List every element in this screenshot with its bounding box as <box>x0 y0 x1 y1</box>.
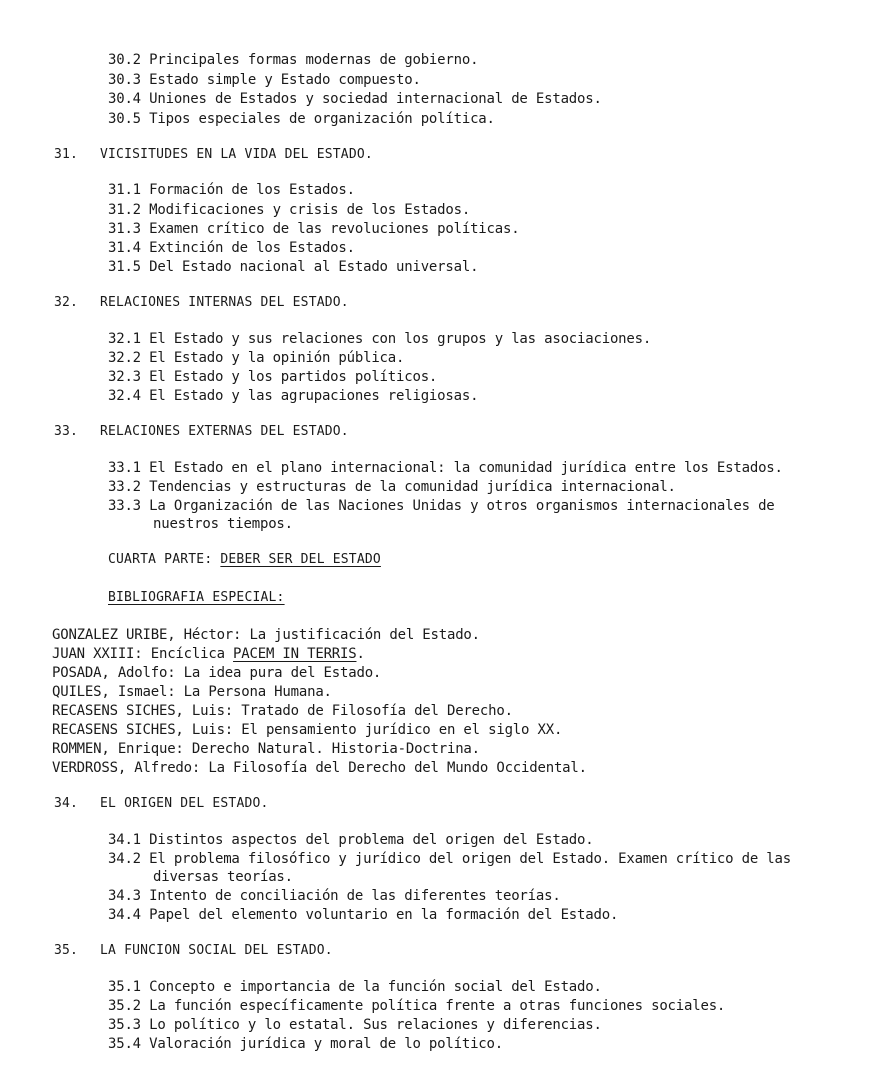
item-33-3-continuation: nuestros tiempos. <box>153 516 293 532</box>
item-32-3: 32.3 El Estado y los partidos políticos. <box>108 369 438 385</box>
bibliography-entry-end: . <box>356 646 365 662</box>
part-heading <box>108 551 381 569</box>
item-30-4: 30.4 Uniones de Estados y sociedad internacional de Estados. <box>108 91 602 107</box>
item-31-1: 31.1 Formación de los Estados. <box>108 182 355 198</box>
item-34-3: 34.3 Intento de conciliación de las diferentes teorías. <box>108 888 561 904</box>
section-34-heading <box>54 795 269 813</box>
item-30-2: 30.2 Principales formas modernas de gobierno. <box>108 52 479 68</box>
item-31-5: 31.5 Del Estado nacional al Estado universal. <box>108 259 479 275</box>
section-32-heading <box>54 294 349 312</box>
bibliography-heading: BIBLIOGRAFIA ESPECIAL: <box>108 590 285 605</box>
bibliography-entry: GONZALEZ URIBE, Héctor: La justificación del Estado. <box>52 627 480 643</box>
item-30-3: 30.3 Estado simple y Estado compuesto. <box>108 72 421 88</box>
item-34-2: 34.2 El problema filosófico y jurídico del origen del Estado. Examen crítico de las <box>108 851 791 867</box>
item-31-2: 31.2 Modificaciones y crisis de los Estados. <box>108 202 471 218</box>
item-35-4: 35.4 Valoración jurídica y moral de lo político. <box>108 1036 503 1052</box>
bibliography-entry: RECASENS SICHES, Luis: El pensamiento jurídico en el siglo XX. <box>52 722 563 738</box>
item-32-4: 32.4 El Estado y las agrupaciones religiosas. <box>108 388 479 404</box>
section-title: VICISITUDES EN LA VIDA DEL ESTADO. <box>100 147 373 162</box>
item-35-3: 35.3 Lo político y lo estatal. Sus relaciones y diferencias. <box>108 1017 602 1033</box>
section-title: RELACIONES EXTERNAS DEL ESTADO. <box>100 424 349 439</box>
section-number: 31. <box>54 147 79 162</box>
part-title: DEBER SER DEL ESTADO <box>220 552 381 567</box>
bibliography-entry: POSADA, Adolfo: La idea pura del Estado. <box>52 665 382 681</box>
encyclical-title: PACEM IN TERRIS <box>233 646 357 662</box>
section-number: 32. <box>54 295 79 310</box>
item-33-1: 33.1 El Estado en el plano internacional: la comunidad jurídica entre los Estados. <box>108 460 783 476</box>
section-33-heading <box>54 423 349 441</box>
section-title: RELACIONES INTERNAS DEL ESTADO. <box>100 295 349 310</box>
bibliography-entry <box>52 645 365 663</box>
bibliography-entry: VERDROSS, Alfredo: La Filosofía del Derecho del Mundo Occidental. <box>52 760 587 776</box>
section-number: 34. <box>54 796 79 811</box>
section-31-heading <box>54 146 373 164</box>
bibliography-entry-prefix: JUAN XXIII: Encíclica <box>52 646 234 662</box>
item-30-5: 30.5 Tipos especiales de organización política. <box>108 111 495 127</box>
section-title: EL ORIGEN DEL ESTADO. <box>100 796 269 811</box>
part-prefix: CUARTA PARTE: <box>108 552 221 567</box>
section-number: 33. <box>54 424 79 439</box>
item-34-2-continuation: diversas teorías. <box>153 869 293 885</box>
bibliography-entry: RECASENS SICHES, Luis: Tratado de Filosofía del Derecho. <box>52 703 513 719</box>
bibliography-entry: QUILES, Ismael: La Persona Humana. <box>52 684 332 700</box>
item-33-2: 33.2 Tendencias y estructuras de la comunidad jurídica internacional. <box>108 479 676 495</box>
item-34-1: 34.1 Distintos aspectos del problema del origen del Estado. <box>108 832 594 848</box>
section-title: LA FUNCION SOCIAL DEL ESTADO. <box>100 943 333 958</box>
item-32-1: 32.1 El Estado y sus relaciones con los grupos y las asociaciones. <box>108 331 652 347</box>
item-31-3: 31.3 Examen crítico de las revoluciones políticas. <box>108 221 520 237</box>
item-35-1: 35.1 Concepto e importancia de la función social del Estado. <box>108 979 602 995</box>
item-33-3: 33.3 La Organización de las Naciones Unidas y otros organismos internacionales de <box>108 498 775 514</box>
item-31-4: 31.4 Extinción de los Estados. <box>108 240 355 256</box>
item-34-4: 34.4 Papel del elemento voluntario en la formación del Estado. <box>108 907 619 923</box>
section-35-heading <box>54 942 333 960</box>
section-number: 35. <box>54 943 79 958</box>
bibliography-entry: ROMMEN, Enrique: Derecho Natural. Historia-Doctrina. <box>52 741 480 757</box>
item-35-2: 35.2 La función específicamente política frente a otras funciones sociales. <box>108 998 726 1014</box>
item-32-2: 32.2 El Estado y la opinión pública. <box>108 350 405 366</box>
